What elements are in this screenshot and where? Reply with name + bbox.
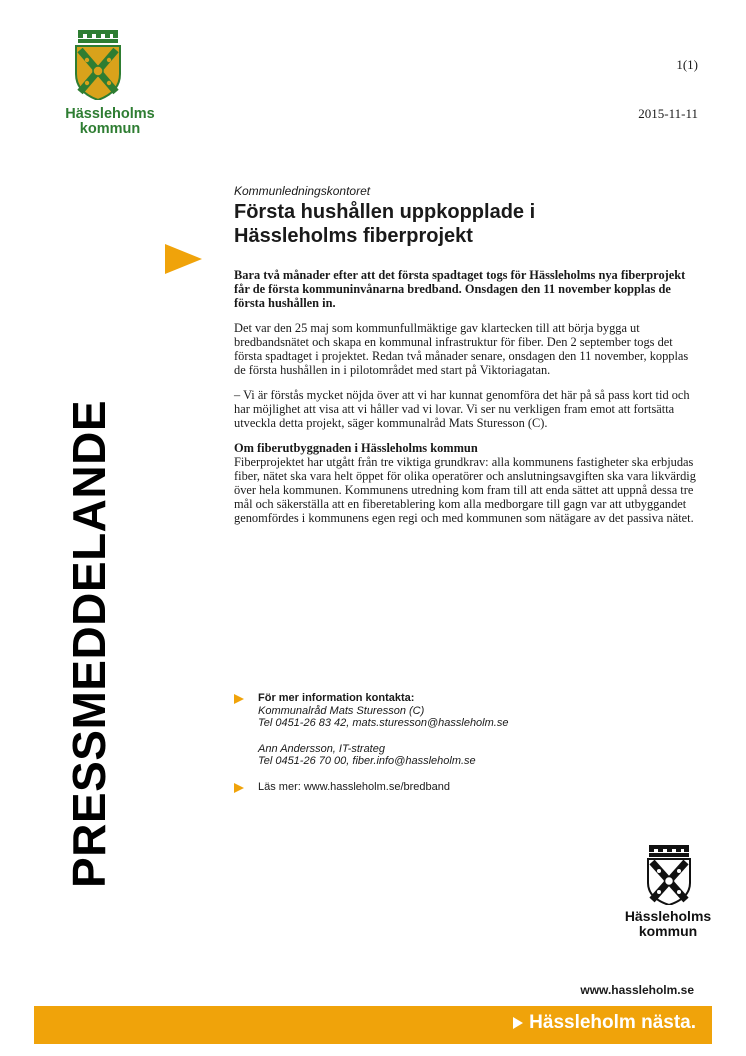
triangle-right-icon xyxy=(165,244,202,274)
quote-paragraph: – Vi är förstås mycket nöjda över att vi har kunnat genomföra det här på så pass kort tid och har möjlighet att visa att vi håller vad vi lovar. Vi ser nu verkligen fram emot att fortsätta utveckla detta projekt, säger kommunalråd Mats Sturesson (C). xyxy=(234,388,690,430)
website-link[interactable]: www.hassleholm.se xyxy=(580,983,694,997)
triangle-right-icon xyxy=(234,694,244,704)
fiber-section xyxy=(234,441,696,525)
slogan xyxy=(513,1012,696,1034)
department: Kommunledningskontoret xyxy=(234,184,371,198)
headline: Första hushållen uppkopplade i Hässleholms fiberprojekt xyxy=(234,201,536,247)
contact-details[interactable]: Tel 0451-26 83 42, mats.sturesson@hassleholm.se xyxy=(258,717,509,729)
slogan-text: Hässleholm nästa. xyxy=(529,1012,696,1033)
footer-logo-name: Hässleholms kommun xyxy=(624,908,712,939)
footer-bar xyxy=(34,1006,712,1044)
contact-list-item xyxy=(234,692,654,768)
header-logo-name: Hässleholms kommun xyxy=(65,106,155,137)
contact-heading: För mer information kontakta: xyxy=(258,692,415,704)
document-date: 2015-11-11 xyxy=(638,106,698,121)
read-more-link[interactable]: Läs mer: www.hassleholm.se/bredband xyxy=(258,780,450,793)
crest-icon xyxy=(74,30,122,100)
contact-block xyxy=(234,692,654,793)
article-body xyxy=(234,268,696,536)
press-release-label xyxy=(63,238,128,888)
triangle-right-icon xyxy=(513,1017,523,1029)
contact-name: Kommunalråd Mats Sturesson (C) xyxy=(258,704,425,717)
press-release-label-text: PRESSMEDDELANDE xyxy=(63,399,115,888)
read-more-item xyxy=(234,781,654,794)
section-heading: Om fiberutbyggnaden i Hässleholms kommun xyxy=(234,441,478,455)
body-paragraph: Fiberprojektet har utgått från tre viktiga grundkrav: alla kommunens fastigheter ska erbjudas fiber, nätet ska vara helt öppet för olika operatörer och anslutningsavgiften ska vara likvärdig över hela kommunen. Kommunens utredning kom fram till att enda sättet att uppnå dessa tre mål och säkerställa att en fiberetablering kom alla medborgare till gagn var att utbyggandet genomfördes i kommunens egen regi och med kommunen som nätägare av det passiva nätet. xyxy=(234,455,696,525)
page-number: 1(1) xyxy=(676,57,698,72)
crest-icon xyxy=(646,845,692,905)
contact-details[interactable]: Tel 0451-26 70 00, fiber.info@hassleholm.se xyxy=(258,755,476,767)
body-paragraph: Det var den 25 maj som kommunfullmäktige gav klartecken till att börja bygga ut bredbandsnätet och skapa en kommunal infrastruktur för fiber. Den 2 september togs det första spadtaget i projektet. Redan två månader senare, onsdagen den 11 november, kopplas de första hushållen in i pilotområdet med start på Viktoriagatan. xyxy=(234,321,689,377)
triangle-right-icon xyxy=(234,783,244,793)
lead-paragraph: Bara två månader efter att det första spadtaget togs för Hässleholms nya fiberprojekt får de första kommuninvånarna bredband. Onsdagen den 11 november kopplas de första hushållen in. xyxy=(234,268,686,310)
contact-name: Ann Andersson, IT-strateg xyxy=(258,742,385,755)
